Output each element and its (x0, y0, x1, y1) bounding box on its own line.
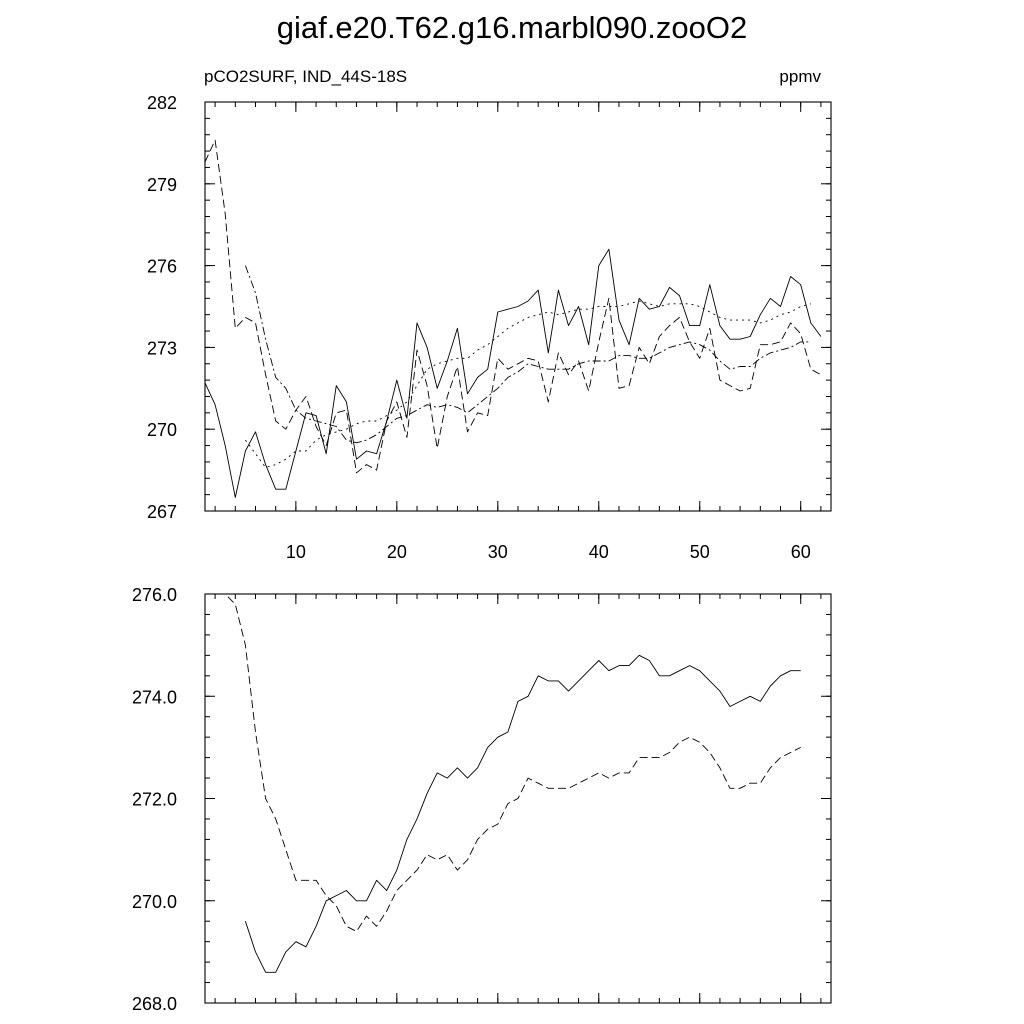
top-x-tick-label: 50 (689, 542, 710, 562)
top-panel (147, 93, 831, 562)
top-x-tick-label: 30 (487, 542, 508, 562)
top-x-tick-label: 40 (588, 542, 609, 562)
bottom-y-tick-label: 274.0 (131, 687, 177, 708)
bottom-panel (132, 585, 831, 1014)
top-y-tick-label: 267 (146, 502, 177, 522)
top-y-tick-label: 279 (146, 174, 177, 195)
bottom-y-tick-label: 270.0 (131, 891, 177, 912)
top-y-tick-label: 282 (146, 93, 177, 113)
figure-title: giaf.e20.T62.g16.marbl090.zooO2 (276, 10, 748, 45)
bottom-y-tick-label: 272.0 (131, 789, 177, 810)
top-y-tick-label: 270 (146, 420, 177, 441)
bottom-series-dashed-line (205, 594, 801, 931)
bottom-y-tick-label: 268.0 (131, 994, 177, 1014)
bottom-series-solid-line (245, 655, 800, 972)
units-label: ppmv (779, 67, 821, 86)
top-series-solid-line (205, 249, 821, 497)
top-x-tick-label: 20 (386, 542, 407, 562)
top-series-dashed-line (205, 140, 821, 473)
variable-label: pCO2SURF, IND_44S-18S (204, 67, 408, 86)
top-x-tick-label: 10 (285, 542, 306, 562)
top-y-tick-label: 276 (146, 256, 177, 277)
top-series-dash-dot-line (245, 266, 810, 443)
top-y-tick-label: 273 (146, 338, 177, 359)
top-x-tick-label: 60 (790, 542, 811, 562)
top-series-dotted-line (245, 301, 810, 467)
bottom-y-tick-label: 276.0 (131, 585, 177, 605)
